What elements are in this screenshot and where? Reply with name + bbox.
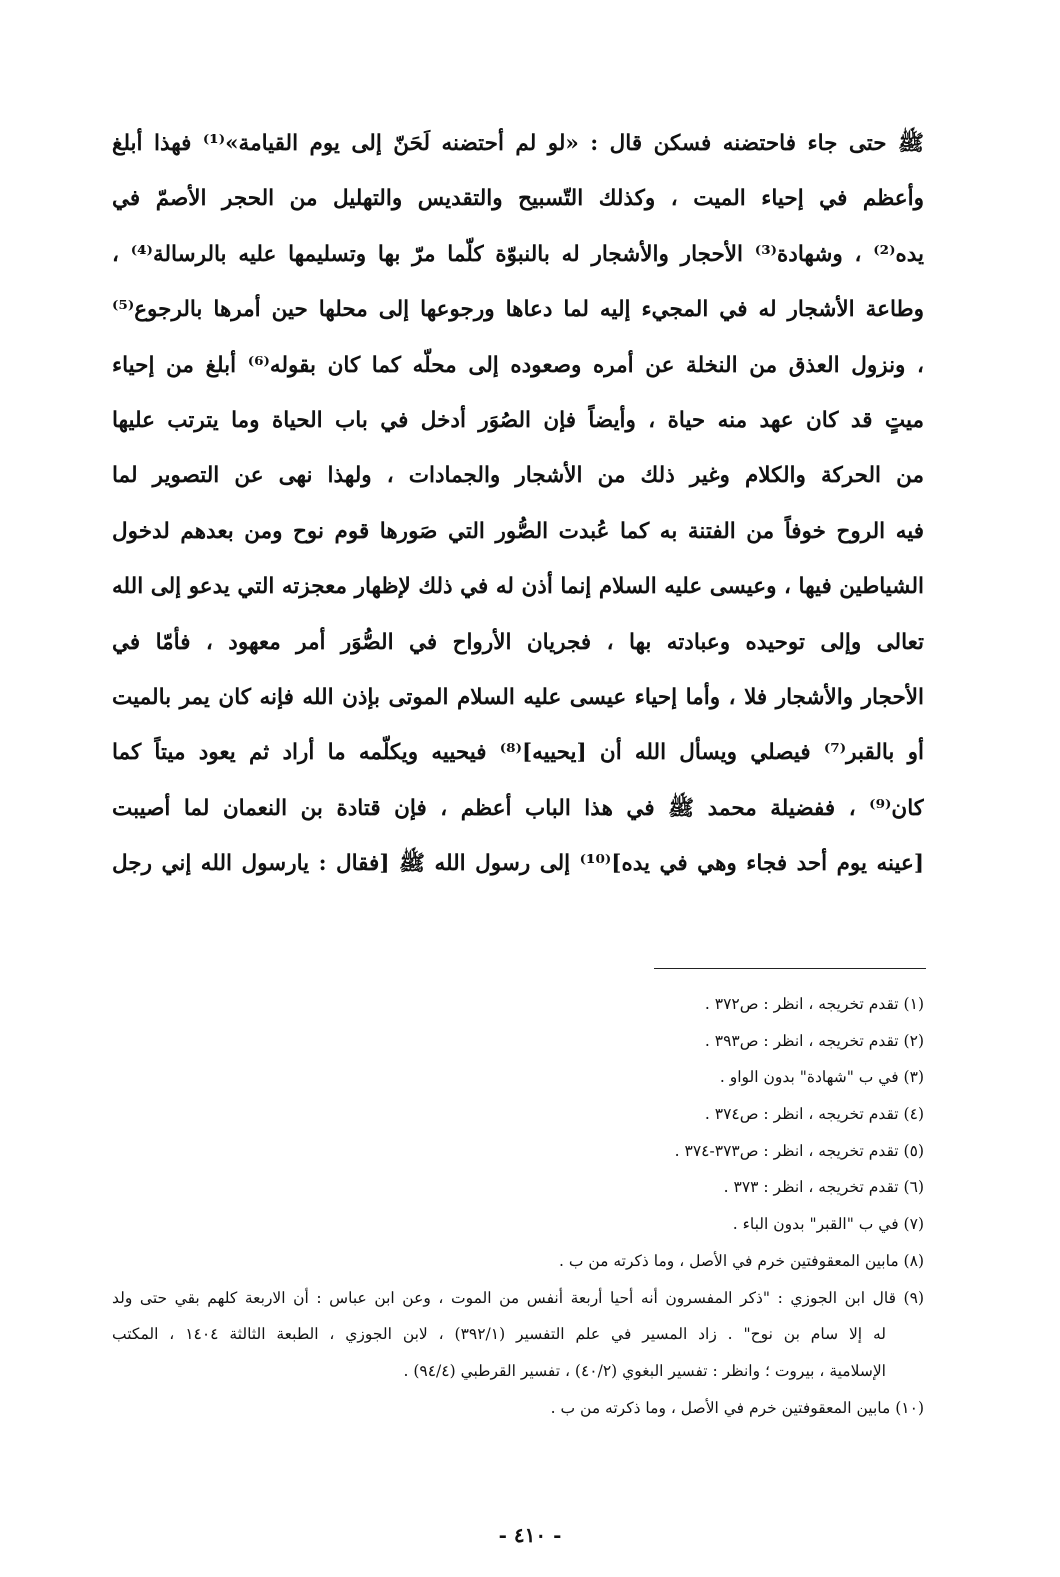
body-line: كان⁽⁹⁾ ، ففضيلة محمد ﷺ في هذا الباب أعظم ، فإن قتادة بن النعمان لما أصيبت	[112, 795, 924, 821]
body-line: الشياطين فيها ، وعيسى عليه السلام إنما أذن له في ذلك لإظهار معجزته التي يدعو إلى الله	[112, 574, 924, 600]
body-line: الأحجار والأشجار فلا ، وأما إحياء عيسى عليه السلام الموتى بإذن الله فإنه كان يمر بالميت	[112, 684, 924, 710]
page-number: - ٤١٠ -	[498, 1523, 562, 1547]
footnote-3: (٣) في ب "شهادة" بدون الواو .	[719, 1068, 924, 1087]
footnotes	[112, 986, 924, 1426]
footnote-7: (٧) في ب "القبر" بدون الباء .	[732, 1215, 924, 1234]
body-line: وطاعة الأشجار له في المجيء إليه لما دعاها ورجوعها إلى محلها حين أمرها بالرجوع⁽⁵⁾	[112, 297, 924, 323]
body-line: يده⁽²⁾ ، وشهادة⁽³⁾ الأحجار والأشجار له بالنبوّة كلّما مرّ بها وتسليمها عليه بالرسالة⁽⁴⁾ ،	[112, 241, 924, 267]
footnote-2: (٢) تقدم تخريجه ، انظر : ص٣٩٣ .	[704, 1031, 924, 1050]
footnote-9-continuation: الإسلامية ، بيروت ؛ وانظر : تفسير البغوي (٤٠/٢) ، تفسير القرطبي (٩٤/٤) .	[403, 1361, 886, 1380]
body-line: ميتٍ قد كان عهد منه حياة ، وأيضاً فإن الصُوَر أدخل في باب الحياة وما يترتب عليها	[112, 407, 924, 433]
footnote-5: (٥) تقدم تخريجه ، انظر : ص٣٧٣-٣٧٤ .	[674, 1141, 924, 1160]
body-line: تعالى وإلى توحيده وعبادته بها ، فجريان الأرواح في الصُّوَر أمر معهود ، فأمّا في	[112, 629, 924, 655]
body-line: ﷺ حتى جاء فاحتضنه فسكن قال : «لو لم أحتضنه لَحَنّ إلى يوم القيامة»⁽¹⁾ فهذا أبلغ	[112, 131, 924, 156]
footnote-9-continuation: له إلا سام بن نوح" . زاد المسير في علم التفسير (٣٩٢/١) ، لابن الجوزي ، الطبعة الثالثة ١٤٠٤ ، المكتب	[112, 1325, 886, 1344]
body-line: فيه الروح خوفاً من الفتنة به كما عُبدت الصُّور التي صَورها قوم نوح ومن بعدهم لدخول	[112, 518, 924, 544]
body-line: أو بالقبر⁽⁷⁾ فيصلي ويسأل الله أن [يحييه]⁽⁸⁾ فيحييه ويكلّمه ما أراد ثم يعود ميتاً كما	[112, 740, 924, 766]
body-line: وأعظم في إحياء الميت ، وكذلك التّسبيح والتقديس والتهليل من الحجر الأصمّ في	[112, 186, 924, 212]
footnote-4: (٤) تقدم تخريجه ، انظر : ص٣٧٤ .	[704, 1105, 924, 1124]
footnote-10: (١٠) مابين المعقوفتين خرم في الأصل ، وما ذكرته من ب .	[550, 1398, 924, 1417]
body-line: من الحركة والكلام وغير ذلك من الأشجار والجمادات ، ولهذا نهى عن التصوير لما	[112, 463, 924, 489]
footnote-9: (٩) قال ابن الجوزي : "ذكر المفسرون أنه أحيا أربعة أنفس من الموت ، وعن ابن عباس : أن الاربعة كلهم بقي حتى ولد	[112, 1288, 924, 1307]
main-text	[112, 116, 924, 891]
footnote-divider	[654, 968, 926, 969]
body-line: [عينه يوم أحد فجاء وهي في يده]⁽¹⁰⁾ إلى رسول الله ﷺ [فقال : يارسول الله إني رجل	[112, 851, 924, 877]
footnote-6: (٦) تقدم تخريجه ، انظر : ٣٧٣ .	[723, 1178, 924, 1197]
body-line: ، ونزول العذق من النخلة عن أمره وصعوده إلى محلّه كما كان بقوله⁽⁶⁾ أبلغ من إحياء	[112, 352, 924, 378]
footnote-8: (٨) مابين المعقوفتين خرم في الأصل ، وما ذكرته من ب .	[558, 1251, 924, 1270]
footnote-1: (١) تقدم تخريجه ، انظر : ص٣٧٢ .	[704, 995, 924, 1013]
